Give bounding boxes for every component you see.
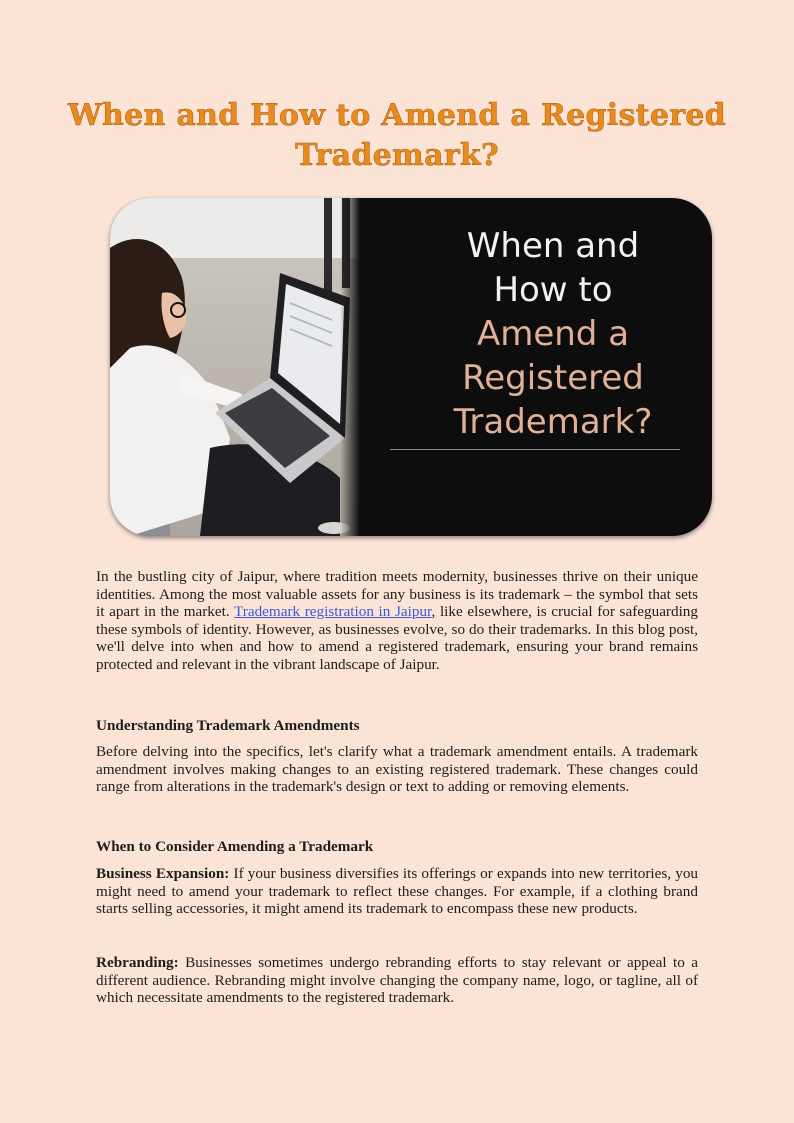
intro-text-end: , like elsewhere, is crucial for safeguarding these symbols of identity. However, as businesses evolve, so do their trademarks. In this blog post, we'll delve into when and how to amend a registered trademark, ensuring your brand remains protected and relevant in the vibrant landscape of Jaipur. [96, 603, 698, 673]
banner-line-2: How to [493, 270, 613, 310]
business-expansion-lead: Business Expansion: [96, 865, 230, 882]
trademark-registration-link[interactable]: Trademark registration in Jaipur [234, 603, 432, 621]
banner-caption [410, 224, 696, 444]
page-title: When and How to Amend a Registered Trademark? [68, 98, 726, 173]
business-expansion-paragraph [96, 865, 698, 918]
business-expansion-text: If your business diversifies its offerings or expands into new territories, you might need to amend your trademark to reflect these changes. For example, if a clothing brand starts selling accessories, it might amend its trademark to encompass these new products. [96, 865, 699, 918]
intro-text-start: In the bustling city of Jaipur, where tradition meets modernity, businesses thrive on their unique identities. Among the most valuable assets for any business is its trademark – the symbol that sets it apart in the market. [96, 568, 698, 621]
banner-divider [390, 449, 680, 450]
intro-paragraph [96, 568, 698, 674]
banner-line-3: Amend a [476, 314, 630, 354]
rebranding-lead: Rebranding: [96, 954, 179, 971]
section-heading-understanding: Understanding Trademark Amendments [96, 717, 360, 734]
rebranding-text: Businesses sometimes undergo rebranding efforts to stay relevant or appeal to a different audience. Rebranding might involve changing the company name, logo, or tagline, all of which necessitate amendments to the registered trademark. [96, 954, 698, 1007]
banner-line-4: Registered [462, 358, 644, 398]
section-heading-when-to-amend: When to Consider Amending a Trademark [96, 838, 374, 855]
banner-line-1: When and [466, 226, 640, 266]
banner-line-5: Trademark? [453, 402, 653, 442]
section1-paragraph: Before delving into the specifics, let's clarify what a trademark amendment entails. A trademark amendment involves making changes to an existing registered trademark. These changes could range from alterations in the trademark's design or text to adding or removing elements. [96, 743, 698, 796]
banner-image [110, 198, 712, 536]
rebranding-paragraph [96, 954, 698, 1007]
